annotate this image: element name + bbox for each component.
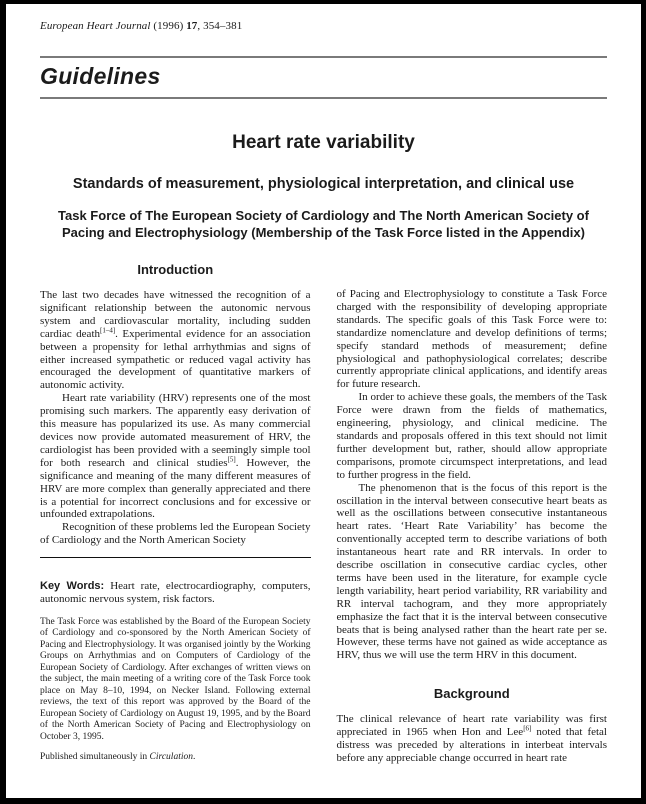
- content-columns: [40, 262, 607, 765]
- background-paragraphs: [337, 713, 608, 765]
- task-force-footnote: The Task Force was established by the Board of the European Society of Cardiology and co-sponsored by the North American Society of Pacing and Electrophysiology. It was organised jointly by the Working Groups on Arrhythmias and on Computers of Cardiology of the European Society of Cardiology. After exchanges of written views on the subject, the main meeting of a writing core of the Task Force took place on May 8–10, 1994, on Necker Island. Following external reviews, the text of this report was approved by the Board of the European Society of Cardiology on August 19, 1995, and by the Board of the North American Society of Pacing and Electrophysiology on October 3, 1995.: [40, 616, 311, 742]
- paragraph: In order to achieve these goals, the members of the Task Force were drawn from the fields of mathematics, engineering, physiology, and clinical medicine. The standards and proposals offered in this text should not limit further development but, rather, should allow appropriate comparisons, promote circumspect interpretations, and lead to further progress in the field.: [336, 391, 607, 481]
- right-column: [337, 262, 608, 765]
- keywords-text: Heart rate, electrocardiography, computers, autonomic nervous system, risk factors.: [40, 580, 311, 606]
- journal-page: [6, 4, 641, 798]
- section-heading-introduction: Introduction: [137, 262, 214, 277]
- article-title: Heart rate variability: [232, 132, 415, 153]
- journal-citation: European Heart Journal (1996) 17, 354–381: [40, 20, 243, 32]
- continuation-paragraphs: [337, 288, 608, 662]
- paragraph: The clinical relevance of heart rate variability was first appreciated in 1965 when Hon and Lee[6] noted that fetal distress was preceded by alterations in interbeat intervals before any appreciable change occurred in heart rate: [336, 713, 607, 764]
- introduction-paragraphs: [40, 289, 311, 547]
- article-subtitle: Standards of measurement, physiological interpretation, and clinical use: [72, 176, 575, 192]
- published-line: Published simultaneously in Circulation.: [40, 752, 196, 763]
- keywords-label: Key Words:: [40, 580, 105, 593]
- keywords-divider: [40, 557, 311, 558]
- section-heading-background: Background: [433, 686, 510, 702]
- paragraph: Heart rate variability (HRV) represents one of the most promising such markers. The apparently easy derivation of this measure has popularized its use. As many commercial devices now provide automated measurement of HRV, the cardiologist has been provided with a seemingly simple tool for both research and clinical studies[5]. However, the significance and meaning of the many different measures of HRV are more complex than generally appreciated and there is a potential for incorrect conclusions and for excessive or unfounded extrapolations.: [40, 392, 311, 521]
- guidelines-banner: [40, 56, 607, 99]
- paragraph: Recognition of these problems led the European Society of Cardiology and the North American Society: [40, 521, 311, 547]
- article-authors: Task Force of The European Society of Cardiology and The North American Society of Pacing and Electrophysiology (Membership of the Task Force listed in the Appendix): [58, 208, 589, 240]
- paragraph: The last two decades have witnessed the recognition of a significant relationship between the autonomic nervous system and cardiovascular mortality, including sudden cardiac death[1–4]. Experimental evidence for an association between a propensity for lethal arrhythmias and signs of either increased sympathetic or reduced vagal activity has encouraged the development of quantitative markers of autonomic activity.: [40, 289, 311, 392]
- paragraph: of Pacing and Electrophysiology to constitute a Task Force charged with the responsibility of developing appropriate standards. The specific goals of this Task Force were to: standardize nomenclature and develop definitions of terms; specify standard methods of measurement; define physiological and pathophysiological correlates; describe currently appropriate clinical applications, and identify areas for future research.: [336, 288, 607, 391]
- paragraph: The phenomenon that is the focus of this report is the oscillation in the interval between consecutive heart beats as well as the oscillations between consecutive instantaneous heart rates. ‘Heart Rate Variability’ has become the conventionally accepted term to describe variations of both instantaneous heart rate and RR intervals. In order to describe oscillation in consecutive cardiac cycles, other terms have been used in the literature, for example cycle length variability, heart period variability, RR variability and RR interval tachogram, and they more appropriately emphasize the fact that it is the interval between consecutive beats that is being analysed rather than the heart rate per se. However, these terms have not gained as wide acceptance as HRV, thus we will use the term HRV in this document.: [336, 481, 607, 662]
- section-label: Guidelines: [40, 63, 161, 89]
- keywords-block: [40, 566, 311, 606]
- left-column: [40, 262, 311, 764]
